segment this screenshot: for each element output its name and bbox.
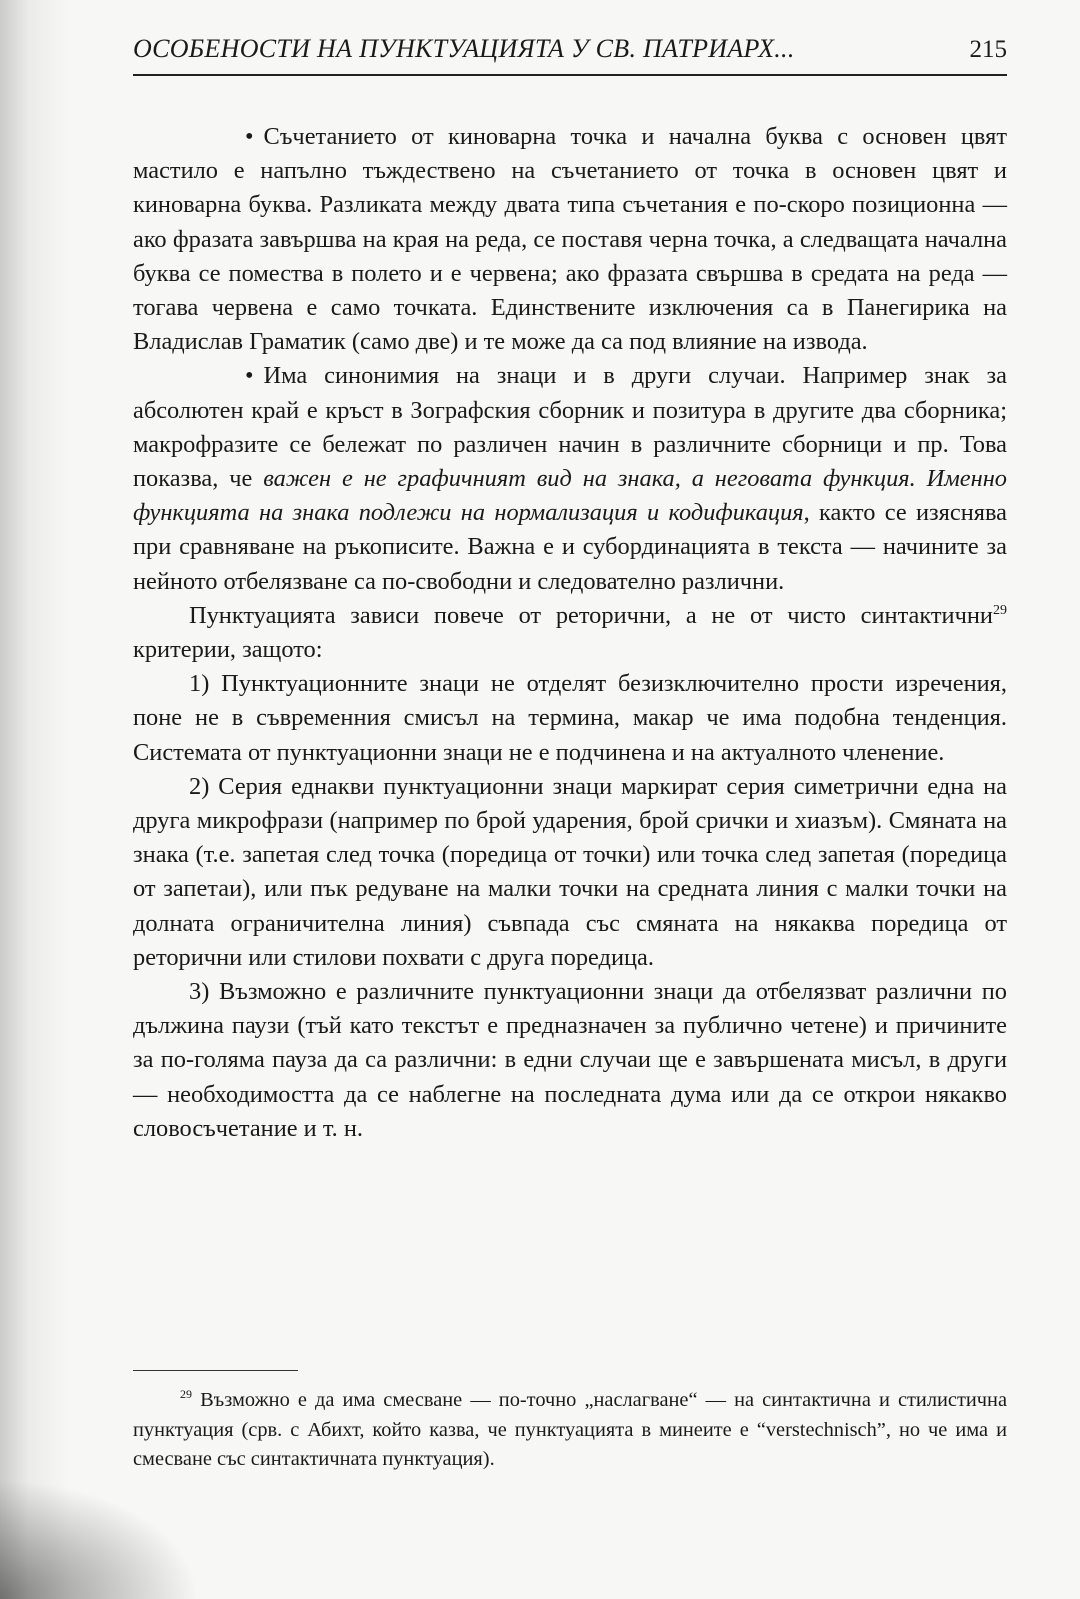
paragraph-text: Пунктуацията зависи повече от реторични, а не от чисто синтактични: [189, 601, 993, 629]
paragraph-4: [133, 667, 1007, 770]
main-text: [133, 120, 1007, 1146]
page-corner-shadow: [0, 1479, 200, 1599]
paragraph-bullet-2: [133, 359, 1007, 598]
paragraph-3: [133, 599, 1007, 667]
paragraph-bullet-1: [133, 120, 1007, 359]
paragraph-text: 1) Пунктуационните знаци не отделят безизключително прости изречения, поне не в съвременния смисъл на термина, макар че има подобна тенденция. Системата от пунктуационни знаци не е подчинена и на актуалното членение.: [133, 670, 1007, 766]
footnote-text: Възможно е да има смесване — по-точно „наслагване“ — на синтактична и стилистична пунктуация (срв. с Абихт, който казва, че пунктуацията в минеите е “verstechnisch”, но че има и смесване със синтактичната пунктуация).: [133, 1389, 1007, 1470]
paragraph-5: [133, 770, 1007, 975]
paragraph-text: Съчетанието от киноварна точка и начална буква с основен цвят мастило е напълно тъждествено на съчетанието от точка в основен цвят и киноварна буква. Разликата между двата типа съчетания е по-скоро позиционна — ако фразата завършва на края на реда, се поставя черна точка, а следващата начална буква се помества в полето и е червена; ако фразата свършва в средата на реда — тогава червена е само точката. Единствените изключения са в Панегирика на Владислав Граматик (само две) и те може да са под влияние на извода.: [133, 123, 1007, 356]
footnote-number: 29: [180, 1387, 192, 1402]
paragraph-text: 3) Възможно е различните пунктуационни знаци да отбелязват различни по дължина паузи (тъй като текстът е предназначен за публично четене) и причините за по-голяма пауза да са различни: в едни случаи ще е завършената мисъл, в други — необходимостта да се наблегне на последната дума или да се открои някакво словосъчетание и т. н.: [133, 978, 1007, 1142]
running-title: ОСОБЕНОСТИ НА ПУНКТУАЦИЯТА У СВ. ПАТРИАРХ...: [133, 34, 795, 63]
bullet-icon: •: [245, 362, 254, 390]
footnote-paragraph: [133, 1386, 1007, 1475]
paragraph-text: , както се изяснява при сравняване на ръкописите. Важна е и субординацията в текста — начините за нейното отбелязване са по-свободни и следователно различни.: [133, 499, 1007, 595]
page-number: 215: [969, 36, 1007, 63]
paragraph-text: Има синонимия на знаци и в други случаи. Например знак за абсолютен край е кръст в Зографския сборник и позитура в другите два сборника; макрофразите се бележат по различен начин в различните сборници и пр. Това показва, че: [133, 362, 1007, 493]
bullet-icon: •: [245, 123, 254, 150]
footnote: [133, 1386, 1007, 1475]
footnote-divider: [133, 1370, 298, 1371]
footnote-reference[interactable]: 29: [993, 602, 1007, 618]
page-header: [133, 34, 1007, 76]
paragraph-text: критерии, защото:: [133, 636, 323, 664]
paragraph-text: 2) Серия еднакви пунктуационни знаци маркират серия симетрични една на друга микрофрази (например по брой ударения, брой срички и хиазъм). Смяната на знака (т.е. запетая след точка (поредица от точки) или точка след запетая (поредица от запетаи), или пък редуване на малки точки на средната линия с малки точки на долната ограничителна линия) съвпада със смяната на някаква поредица от реторични или стилови похвати с друга поредица.: [133, 772, 1007, 971]
emphasized-text: важен е не графичният вид на знака, а неговата функция. Именно функцията на знака подлежи на нормализация и кодификация: [133, 465, 1007, 527]
paragraph-6: [133, 975, 1007, 1146]
page-spine-shadow: [0, 0, 70, 1599]
